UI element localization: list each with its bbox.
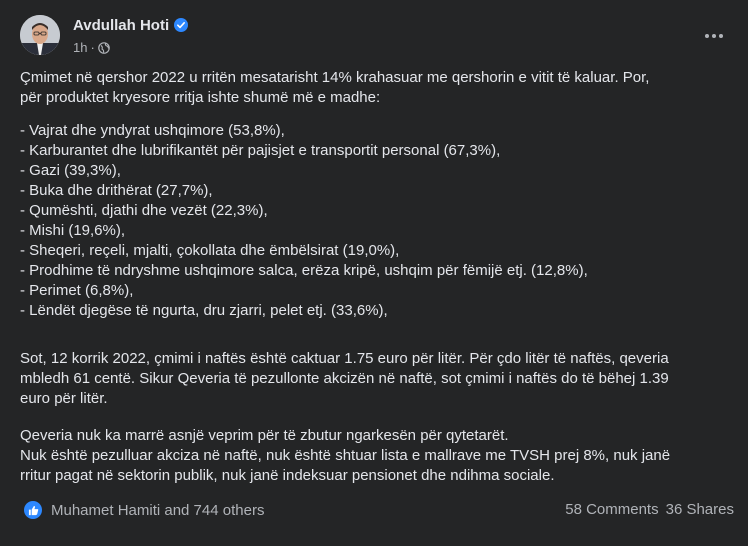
- list-item: - Mishi (19,6%),: [20, 222, 126, 239]
- like-reaction-icon: [24, 501, 42, 519]
- text-line: rritur pagat në sektorin publik, nuk janë indeksuar pensionet dhe ndihma sociale.: [20, 467, 555, 484]
- post-paragraph-fuel: [20, 349, 732, 409]
- list-item: - Prodhime të ndryshme ushqimore salca, erëza kripë, ushqim për fëmijë etj. (12,8%),: [20, 262, 588, 279]
- avatar[interactable]: [20, 15, 60, 55]
- meta-separator: ·: [90, 40, 95, 55]
- list-item: - Sheqeri, reçeli, mjalti, çokollata dhe ëmbëlsirat (19,0%),: [20, 242, 400, 259]
- list-item: - Lëndët djegëse të ngurta, dru zjarri, pelet etj. (33,6%),: [20, 302, 388, 319]
- text-line: Sot, 12 korrik 2022, çmimi i naftës është caktuar 1.75 euro për litër. Për çdo litër të naftës, qeveria: [20, 350, 669, 367]
- post-paragraph-intro: [20, 68, 732, 108]
- reactions-summary[interactable]: [24, 501, 264, 519]
- post-paragraph-government: [20, 426, 732, 486]
- text-line: për produktet kryesore rritja ishte shumë më e madhe:: [20, 89, 381, 106]
- list-item: - Qumështi, djathi dhe vezët (22,3%),: [20, 202, 268, 219]
- list-item: - Vajrat dhe yndyrat ushqimore (53,8%),: [20, 122, 285, 139]
- text-line: euro për litër.: [20, 390, 108, 407]
- shares-count[interactable]: 36 Shares: [665, 501, 734, 518]
- list-item: - Buka dhe drithërat (27,7%),: [20, 182, 213, 199]
- post-meta: [73, 40, 110, 55]
- list-item: - Karburantet dhe lubrifikantët për pajisjet e transportit personal (67,3%),: [20, 142, 501, 159]
- author-name-text[interactable]: Avdullah Hoti: [73, 17, 170, 34]
- post-time[interactable]: 1h: [73, 40, 88, 55]
- list-item: - Gazi (39,3%),: [20, 162, 121, 179]
- list-item: - Perimet (6,8%),: [20, 282, 134, 299]
- reactions-text[interactable]: Muhamet Hamiti and 744 others: [51, 501, 265, 519]
- text-line: Nuk është pezulluar akciza në naftë, nuk është shtuar lista e mallrave me TVSH prej 8%, nuk janë: [20, 447, 671, 464]
- globe-icon[interactable]: [98, 42, 110, 54]
- more-options-icon[interactable]: [700, 22, 728, 50]
- verified-badge-icon: [174, 18, 188, 32]
- author-name[interactable]: [73, 17, 188, 34]
- post-header: [0, 0, 748, 70]
- text-line: Qeveria nuk ka marrë asnjë veprim për të zbutur ngarkesën për qytetarët.: [20, 427, 509, 444]
- text-line: mbledh 61 centë. Sikur Qeveria të pezullonte akcizën në naftë, sot çmimi i naftës do të bëhej 1.39: [20, 370, 669, 387]
- text-line: Çmimet në qershor 2022 u rritën mesatarisht 14% krahasuar me qershorin e vitit të kaluar. Por,: [20, 69, 650, 86]
- engagement-counts: [565, 501, 734, 518]
- comments-count[interactable]: 58 Comments: [565, 501, 659, 518]
- post-footer: [0, 498, 748, 528]
- price-increase-list: [20, 121, 732, 321]
